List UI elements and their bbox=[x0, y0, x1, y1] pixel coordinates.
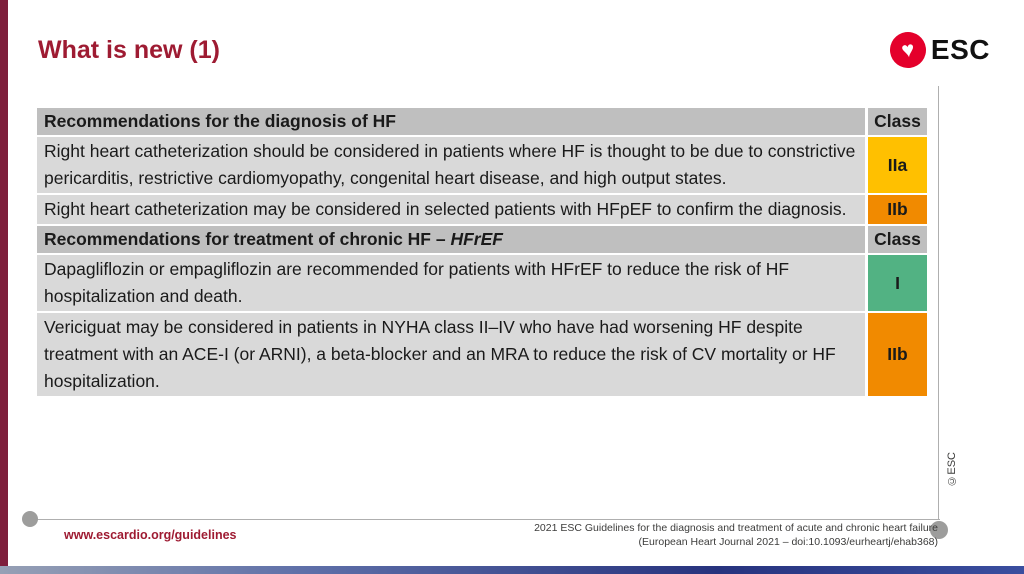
footer-left-dot bbox=[22, 511, 38, 527]
table-row bbox=[37, 195, 927, 224]
slide-title: What is new (1) bbox=[38, 36, 220, 64]
esc-logo-text: ESC bbox=[930, 34, 990, 65]
class-badge: I bbox=[868, 255, 927, 311]
table-row bbox=[37, 313, 927, 396]
recommendation-text: Right heart catheterization may be considered in selected patients with HFpEF to confirm the diagnosis. bbox=[37, 195, 865, 224]
class-column-header: Class bbox=[868, 108, 927, 135]
footer-reference-line1: 2021 ESC Guidelines for the diagnosis and treatment of acute and chronic heart failure bbox=[534, 522, 938, 534]
table-row bbox=[37, 255, 927, 311]
class-column-header: Class bbox=[868, 226, 927, 253]
esc-logo bbox=[890, 32, 990, 68]
section-header-text bbox=[37, 108, 865, 135]
guidelines-link[interactable]: www.escardio.org/guidelines bbox=[64, 528, 237, 542]
left-accent-stripe bbox=[0, 0, 8, 574]
recommendation-text: Vericiguat may be considered in patients in NYHA class II–IV who have had worsening HF despite treatment with an ACE-I (or ARNI), a beta-blocker and an MRA to reduce the risk of CV mortality or HF hospitalization. bbox=[37, 313, 865, 396]
section-header-label: Recommendations for the diagnosis of HF bbox=[44, 111, 396, 131]
section-header-label: Recommendations for treatment of chronic HF – bbox=[44, 229, 451, 249]
recommendation-text: Dapagliflozin or empagliflozin are recommended for patients with HFrEF to reduce the risk of HF hospitalization and death. bbox=[37, 255, 865, 311]
footer-reference-line2: (European Heart Journal 2021 – doi:10.1093/eurheartj/ehab368) bbox=[638, 535, 938, 548]
recommendation-text: Right heart catheterization should be considered in patients where HF is thought to be due to constrictive pericarditis, restrictive cardiomyopathy, congenital heart disease, and high output states. bbox=[37, 137, 865, 193]
bottom-gradient-bar bbox=[0, 566, 1024, 574]
class-badge: IIb bbox=[868, 313, 927, 396]
esc-heart-icon: ♥ bbox=[888, 30, 929, 71]
section-header-text bbox=[37, 226, 865, 253]
section-header-label-italic: HFrEF bbox=[450, 229, 503, 249]
class-badge: IIa bbox=[868, 137, 927, 193]
class-badge: IIb bbox=[868, 195, 927, 224]
table-section-header bbox=[37, 108, 927, 135]
footer-reference bbox=[458, 522, 938, 549]
recommendations-table bbox=[37, 108, 927, 398]
right-divider-line bbox=[938, 86, 939, 520]
table-section-header bbox=[37, 226, 927, 253]
footer-divider-line bbox=[30, 519, 940, 520]
copyright-vertical-text: ©ESC bbox=[946, 452, 958, 487]
table-row bbox=[37, 137, 927, 193]
